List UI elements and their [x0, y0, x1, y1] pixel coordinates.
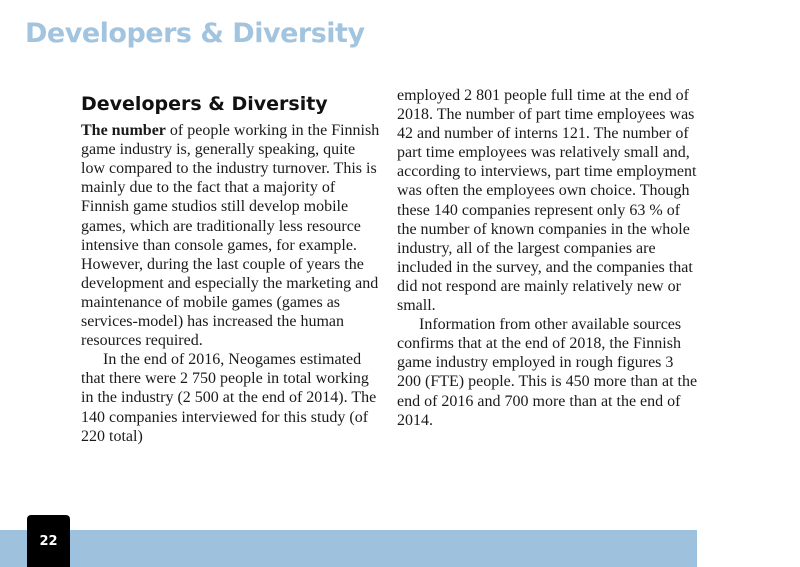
paragraph-1-text: of people working in the Finnish game industry is, generally speaking, quite low compared to the industry turnover. This is mainly due to the fact that a majority of Finnish game studios still develop mobile games, which are traditionally less resource intensive than console games, for example. However, during the last couple of years the development and especially the marketing and maintenance of mobile games (games as services-model) has increased the human resources required.: [81, 122, 380, 350]
paragraph-3: Information from other available sources confirms that at the end of 2018, the Finnish game industry employed in rough figures 3 200 (FTE) people. This is 450 more than at the end of 2016 and 700 more than at the end of 2014.: [397, 316, 698, 429]
paragraph-2-continued: employed 2 801 people full time at the end of 2018. The number of part time employees was 42 and number of interns 121. The number of part time employees was relatively small and, according to interviews, part time employment was often the employees own choice. Though these 140 companies represent only 63 % of the number of known companies in the whole industry, all of the largest companies are included in the survey, and the companies that did not respond are mainly relatively new or small.: [397, 87, 697, 315]
section-title: Developers & Diversity: [81, 93, 328, 115]
lead-word: The number: [81, 122, 166, 140]
page-number: 22: [27, 515, 70, 567]
paragraph-2-start: In the end of 2016, Neogames estimated that there were 2 750 people in total working in the industry (2 500 at the end of 2014). The 140 companies interviewed for this study (of 220 total): [81, 351, 377, 445]
paragraph-1: [81, 121, 383, 350]
page-header-title: Developers & Diversity: [25, 18, 365, 49]
footer-band: [0, 530, 697, 567]
right-column: [397, 86, 699, 430]
left-column: [81, 86, 383, 446]
